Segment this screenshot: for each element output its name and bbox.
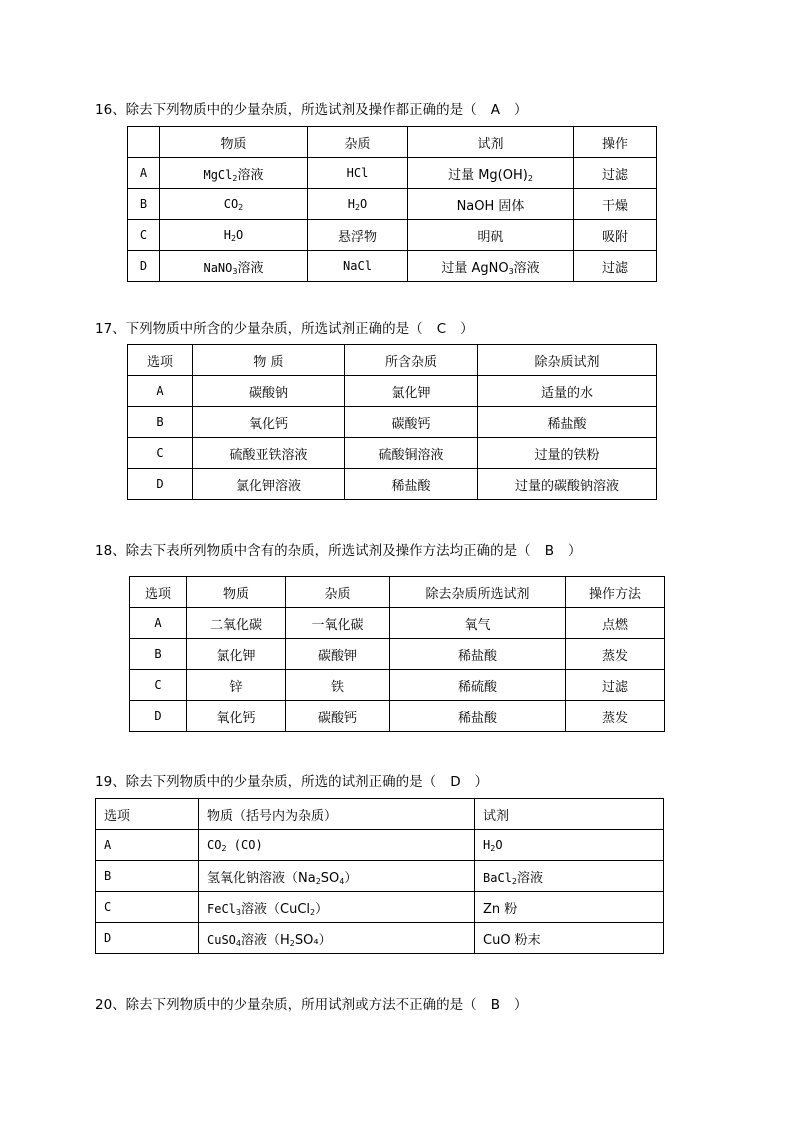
answer: B xyxy=(490,997,500,1013)
table-row: D CuSO$_4$溶液$(H_2SO_4)$ CuO 粉末 xyxy=(96,923,664,954)
table-row: C 硫酸亚铁溶液 硫酸铜溶液 过量的铁粉 xyxy=(128,438,657,469)
question-17: 17、下列物质中所含的少量杂质，所选试剂正确的是（ C ） xyxy=(95,321,474,337)
table-header-row: 选项 物 质 所含杂质 除杂质试剂 xyxy=(128,345,657,376)
question-number: 20 xyxy=(95,997,113,1013)
table-q19 xyxy=(95,798,664,954)
question-text: 、除去下列物质中的少量杂质，所选试剂及操作都正确的是（ xyxy=(112,102,477,118)
question-16: 16、除去下列物质中的少量杂质，所选试剂及操作都正确的是（ A ） xyxy=(95,102,528,118)
table-row: C FeCl$_3$溶液（CuCl$_2$） Zn 粉 xyxy=(96,892,664,923)
question-18: 18、除去下表所列物质中含有的杂质，所选试剂及操作方法均正确的是（ B ） xyxy=(95,543,582,559)
answer: D xyxy=(450,774,461,790)
table-row: A $CO_2$ (CO) $H_2O$ xyxy=(96,830,664,861)
table-row: B $CO_2$ $H_2O$ NaOH 固体 干燥 xyxy=(128,189,657,220)
table-row: B 氯化钾 碳酸钾 稀盐酸 蒸发 xyxy=(130,639,665,670)
question-text: 、下列物质中所含的少量杂质，所选试剂正确的是（ xyxy=(112,321,423,337)
question-number: 19 xyxy=(95,774,113,790)
table-row: D 氯化钾溶液 稀盐酸 过量的碳酸钠溶液 xyxy=(128,469,657,500)
table-row: B 氢氧化钠溶液$(Na_2SO_4)$ BaCl$_2$溶液 xyxy=(96,861,664,892)
answer: C xyxy=(436,321,447,337)
table-row: D NaNO$_3$溶液 NaCl 过量 AgNO$_3$溶液 过滤 xyxy=(128,251,657,282)
table-header-row: 选项 物质（括号内为杂质） 试剂 xyxy=(96,799,664,830)
table-row: A MgCl$_2$溶液 HCl 过量 $Mg(OH)_2$ 过滤 xyxy=(128,158,657,189)
table-row: C 锌 铁 稀硫酸 过滤 xyxy=(130,670,665,701)
question-19: 19、除去下列物质中的少量杂质，所选的试剂正确的是（ D ） xyxy=(95,774,489,790)
question-text: 、除去下表所列物质中含有的杂质，所选试剂及操作方法均正确的是（ xyxy=(112,543,531,559)
question-number: 18 xyxy=(95,543,113,559)
table-row: B 氧化钙 碳酸钙 稀盐酸 xyxy=(128,407,657,438)
table-row: A 二氧化碳 一氧化碳 氧气 点燃 xyxy=(130,608,665,639)
answer: A xyxy=(490,102,500,118)
answer: B xyxy=(544,543,554,559)
question-number: 17 xyxy=(95,321,113,337)
table-header-row: 物质 杂质 试剂 操作 xyxy=(128,127,657,158)
table-row: D 氧化钙 碳酸钙 稀盐酸 蒸发 xyxy=(130,701,665,732)
question-number: 16 xyxy=(95,102,113,118)
table-row: C $H_2O$ 悬浮物 明矾 吸附 xyxy=(128,220,657,251)
question-20: 20、除去下列物质中的少量杂质，所用试剂或方法不正确的是（ B ） xyxy=(95,997,528,1013)
table-q17 xyxy=(127,344,657,500)
table-q18 xyxy=(129,576,665,732)
table-row: A 碳酸钠 氯化钾 适量的水 xyxy=(128,376,657,407)
table-header-row: 选项 物质 杂质 除去杂质所选试剂 操作方法 xyxy=(130,577,665,608)
question-text: 、除去下列物质中的少量杂质，所用试剂或方法不正确的是（ xyxy=(112,997,477,1013)
question-text: 、除去下列物质中的少量杂质，所选的试剂正确的是（ xyxy=(112,774,437,790)
table-q16 xyxy=(127,126,657,282)
